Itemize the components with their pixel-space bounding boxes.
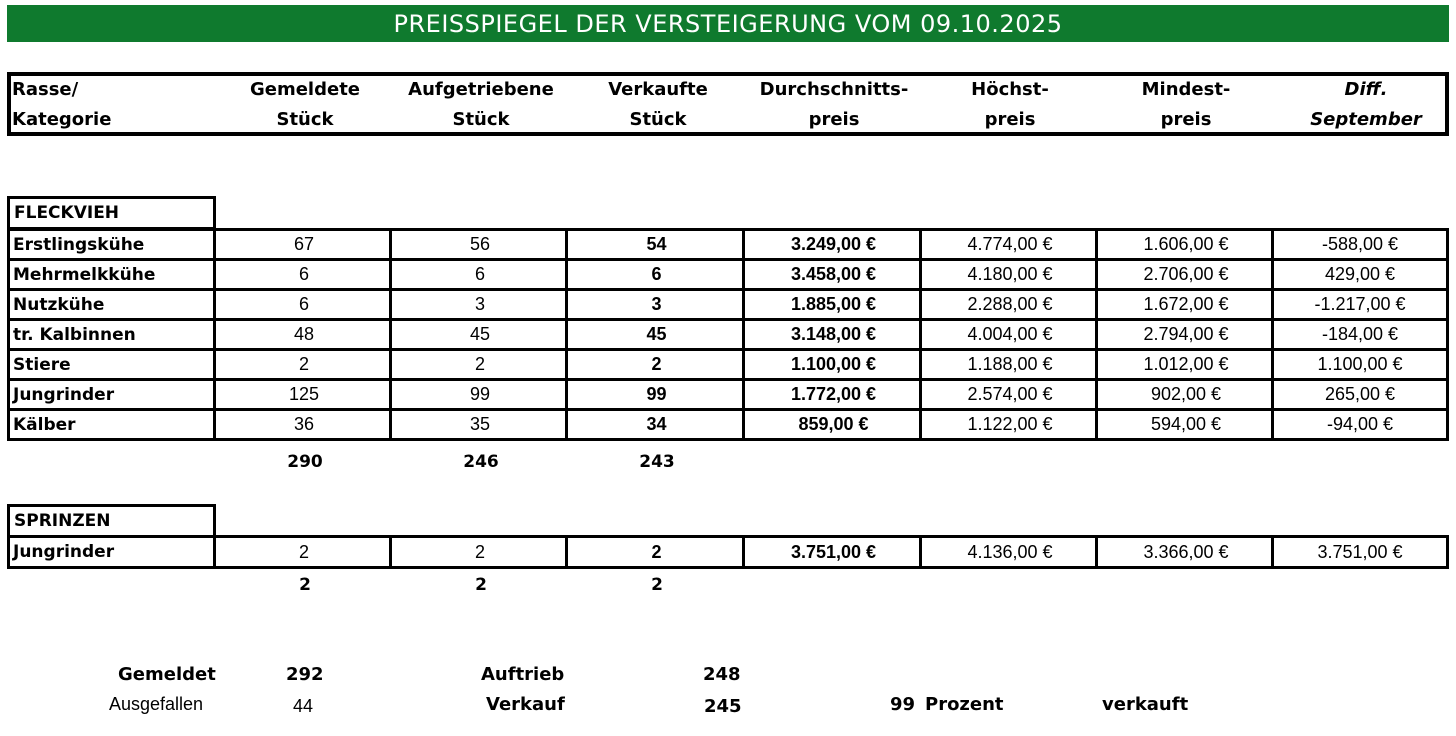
total-verkauft-sprinzen: 2 [651,575,663,595]
cell-diff-september: 265,00 € [1324,384,1396,404]
header-line: Durchschnitts- [759,79,909,100]
cell-verkauft: 2 [651,541,662,562]
header-rasse-kategorie [12,78,162,132]
cell-durchschnittspreis: 3.751,00 € [790,541,877,562]
summary-verkauft-label: verkauft [1102,694,1189,715]
cell-mindestpreis: 2.794,00 € [1143,324,1229,344]
header-hoechstpreis [930,78,1090,132]
table-row [7,258,1449,291]
cell-name: Stiere [13,354,71,375]
page-title: PREISSPIEGEL DER VERSTEIGERUNG VOM 09.10.2025 [7,5,1449,42]
cell-aufgetrieben: 2 [474,541,485,562]
summary-auftrieb-value: 248 [703,664,741,685]
cell-gemeldet: 6 [298,294,309,314]
cell-hoechstpreis: 4.774,00 € [967,234,1053,254]
table-row [7,318,1449,351]
cell-durchschnittspreis: 1.885,00 € [790,294,877,314]
cell-durchschnittspreis: 3.249,00 € [790,234,877,254]
cell-hoechstpreis: 4.004,00 € [967,324,1053,344]
cell-aufgetrieben: 2 [474,354,485,374]
total-gemeldet-sprinzen: 2 [299,575,311,595]
summary-verkauf-label: Verkauf [486,694,565,715]
table-row [7,408,1449,441]
cell-gemeldet: 125 [288,384,320,404]
total-verkauft-fleckvieh: 243 [639,452,675,472]
cell-gemeldet: 6 [298,264,309,284]
cell-name: Kälber [13,414,76,435]
cell-name: Jungrinder [13,384,115,405]
header-line: preis [1160,109,1212,130]
table-row [7,348,1449,381]
cell-verkauft: 54 [646,234,667,254]
header-durchschnittspreis [752,78,916,132]
cell-diff-september: -94,00 € [1326,414,1394,434]
header-line: September [1310,109,1422,130]
header-line: Stück [629,109,687,130]
cell-aufgetrieben: 35 [469,414,491,434]
cell-durchschnittspreis: 3.148,00 € [790,324,877,344]
header-line: Verkaufte [608,79,708,100]
summary-prozent-label: Prozent [925,694,1004,715]
cell-hoechstpreis: 1.188,00 € [967,354,1053,374]
cell-gemeldet: 36 [293,414,315,434]
header-line: Mindest- [1141,79,1231,100]
header-aufgetriebene [396,78,566,132]
header-line: Höchst- [971,79,1049,100]
cell-hoechstpreis: 1.122,00 € [967,414,1053,434]
header-diff-september [1286,78,1446,132]
cell-verkauft: 3 [651,294,662,314]
header-line: Stück [276,109,334,130]
cell-verkauft: 6 [651,264,662,284]
cell-mindestpreis: 1.012,00 € [1143,354,1229,374]
cell-durchschnittspreis: 1.772,00 € [790,384,877,404]
cell-durchschnittspreis: 1.100,00 € [790,354,877,374]
header-line: Aufgetriebene [408,79,554,100]
cell-durchschnittspreis: 859,00 € [798,414,869,434]
table-row [7,228,1449,261]
summary-verkauf-value: 245 [704,696,742,717]
header-line: Kategorie [12,109,112,130]
cell-aufgetrieben: 99 [469,384,491,404]
cell-durchschnittspreis: 3.458,00 € [790,264,877,284]
header-gemeldete [225,78,385,132]
table-row [7,288,1449,321]
cell-name: Erstlingskühe [13,234,145,255]
summary-auftrieb-label: Auftrieb [481,664,565,685]
cell-name: Jungrinder [13,542,115,562]
cell-name: Nutzkühe [13,294,105,315]
summary-gemeldet-value: 292 [286,664,324,685]
cell-mindestpreis: 1.606,00 € [1143,234,1229,254]
cell-aufgetrieben: 56 [469,234,491,254]
table-row [7,378,1449,411]
cell-gemeldet: 48 [293,324,315,344]
header-verkaufte [578,78,738,132]
cell-hoechstpreis: 2.574,00 € [967,384,1053,404]
total-aufgetrieben-sprinzen: 2 [475,575,487,595]
cell-aufgetrieben: 45 [469,324,491,344]
cell-diff-september: 1.100,00 € [1317,354,1403,374]
section-sprinzen-label: SPRINZEN [7,504,216,538]
cell-diff-september: 3.751,00 € [1317,541,1403,562]
table-row [7,535,1449,569]
total-aufgetrieben-fleckvieh: 246 [463,452,499,472]
cell-name: Mehrmelkkühe [13,264,156,285]
cell-verkauft: 45 [646,324,667,344]
summary-ausgefallen-value: 44 [293,696,314,716]
header-line: Diff. [1344,79,1388,100]
cell-gemeldet: 67 [293,234,315,254]
cell-mindestpreis: 2.706,00 € [1143,264,1229,284]
cell-aufgetrieben: 3 [474,294,485,314]
cell-diff-september: 429,00 € [1324,264,1396,284]
cell-gemeldet: 2 [298,541,309,562]
cell-verkauft: 99 [646,384,667,404]
cell-mindestpreis: 902,00 € [1150,384,1222,404]
section-fleckvieh-label: FLECKVIEH [7,196,216,230]
cell-name: tr. Kalbinnen [13,324,136,345]
cell-hoechstpreis: 4.136,00 € [967,541,1053,562]
cell-mindestpreis: 1.672,00 € [1143,294,1229,314]
header-line: preis [808,109,860,130]
cell-diff-september: -184,00 € [1321,324,1399,344]
cell-mindestpreis: 3.366,00 € [1143,541,1229,562]
summary-ausgefallen-label: Ausgefallen [109,694,204,714]
cell-verkauft: 34 [646,414,667,434]
cell-hoechstpreis: 2.288,00 € [967,294,1053,314]
cell-hoechstpreis: 4.180,00 € [967,264,1053,284]
cell-mindestpreis: 594,00 € [1150,414,1222,434]
summary-prozent-value: 99 [890,694,916,715]
header-mindestpreis [1106,78,1266,132]
header-line: Stück [452,109,510,130]
cell-aufgetrieben: 6 [474,264,485,284]
summary-gemeldet-label: Gemeldet [118,664,216,685]
total-gemeldet-fleckvieh: 290 [287,452,323,472]
cell-diff-september: -1.217,00 € [1314,294,1406,314]
header-line: Gemeldete [249,79,361,100]
cell-diff-september: -588,00 € [1321,234,1399,254]
header-line: Rasse/ [12,79,79,100]
cell-gemeldet: 2 [298,354,309,374]
cell-verkauft: 2 [651,354,662,374]
header-line: preis [984,109,1036,130]
